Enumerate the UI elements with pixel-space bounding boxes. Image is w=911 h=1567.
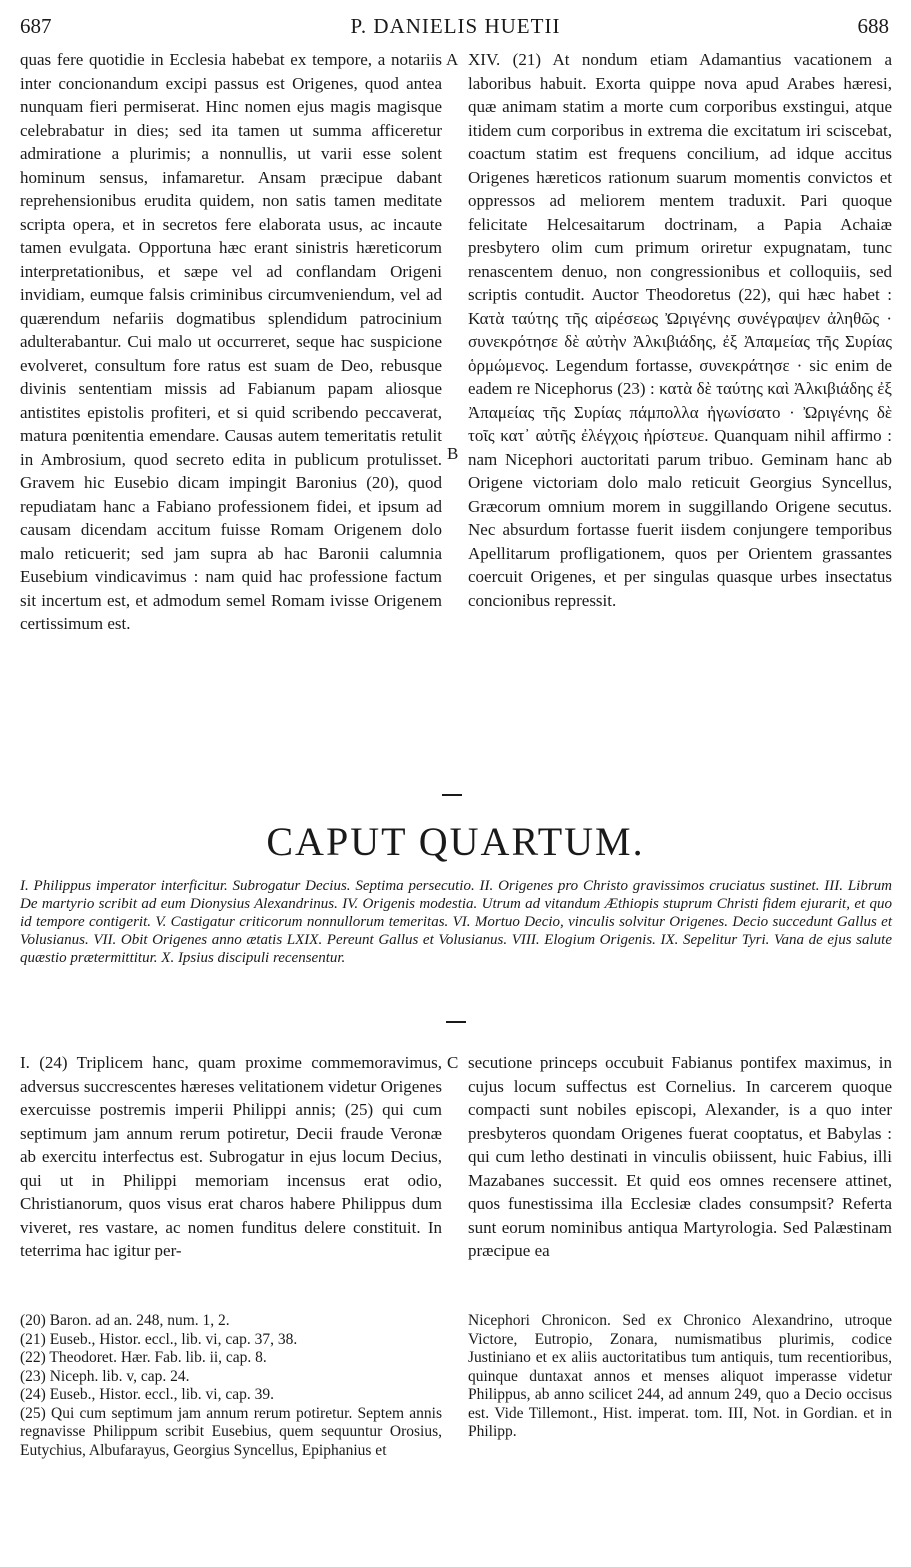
chapter-summary: I. Philippus imperator interficitur. Subrogatur Decius. Septima persecutio. II. Origenes pro Christo gravissimos cruciatus sustinet. III. Librum De martyrio scribit ad eum Dionysius Alexandrinus. IV. Origenis modestia. Utrum ad vitandum Æthiopis stuprum Christi fidem ejurarit, et quo id tempore contigerit. V. Castigatur criticorum nonnullorum temeritas. VI. Mortuo Decio, vinculis solvitur Origenes. Decio succedunt Gallus et Volusianus. VII. Obit Origenes anno ætatis LXIX. Pereunt Gallus et Volusianus. VIII. Elogium Origenis. IX. Sepelitur Tyri. Vana de ejus salute quæstio prætermittitur. X. Ipsius discipuli recensentur. [20, 878, 892, 966]
top-right-text: XIV. (21) At nondum etiam Adamantius vacationem a laboribus habuit. Exorta quippe nova apud Arabes hæresi, quæ animam statim a morte cum corporibus exstingui, atque itidem cum corporibus in extrema die excitatum iri sciscebat, coactum statim est frequens concilium, ad idque accitus Origenes hæreticos rationum suarum momentis convictos et oppressos ad meliorem mentem traduxit. Pari quoque felicitate Helcesaitarum doctrinam, a Papia Achaiæ presbytero olim cum primum oriretur expugnatam, tunc renascentem denuo, non congressionibus et colloquiis, sed scriptis contudit. Auctor Theodoretus (22), qui hæc habet : Κατὰ ταύτης τῆς αἱρέσεως Ὠριγένης συνέγραψεν ἀληθῶς · συνεκρότησε δὲ αὐτὴν Ἀλκιβιάδης, ἐξ Ἀπαμείας τῆς Συρίας ὁρμώμενος. Legendum fortasse, συνεκράτησε · sic enim de eadem re Nicephorus (23) : κατὰ δὲ ταύτης καὶ Ἀλκιβιάδης ἐξ Ἀπαμείας τῆς Συρίας πάμπολλα ἠγωνίσατο · Ὠριγένης δὲ τοῖς κατ᾽ αὐτῆς ἐλέγχοις ἠρίστευε. Quanquam nihil affirmo : nam Nicephori auctoritati parum tribuo. Geminam hanc ab Origene victoriam dolo malo reticuit Georgius Syncellus, Græcorum omnium morem in suggillando Origene secutus. Nec absurdum fortasse fuerit iisdem conjungere temporibus Apellitarum profligationem, quos per Orientem grassantes coercuit Origenes, et per singulas quasque urbes insectatus concionibus repressit. [468, 50, 892, 610]
chapter-title: CAPUT QUARTUM. [266, 819, 645, 864]
top-left-column [20, 48, 442, 636]
footnote-25-continued: Nicephori Chronicon. Sed ex Chronico Alexandrino, utroque Victore, Eutropio, Zonara, numismatibus plurimis, codice Justiniano et ex aliis auctoritatibus tum antiquis, tum recentioribus, quinque duntaxat annos et menses aliquot imperasse videtur Philippus, ab anno scilicet 244, ad annum 249, quo a Decio occisus est. Vide Tillemont., Hist. imperat. tom. III, Not. in Gordian. et in Philipp. [468, 1312, 892, 1440]
top-left-text: quas fere quotidie in Ecclesia habebat ex tempore, a notariis inter concionandum excipi passus est Origenes, quod antea nunquam fieri permiserat. Hinc nomen ejus magis magisque celebrabatur in dies; sed ita tamen ut summa afficeretur admiratione a plurimis; a nonnullis, ut varii esse solent hominum sensus, infamaretur. Ansam præcipue dabant reprehensionibus erudita quidem, non satis tamen meditate scripta opera, et in secretos fere elaborata usus, ac incaute tamen evulgata. Opportuna hæc erant sinistris hæreticorum interpretationibus, et sæpe vel ad conflandam Origeni invidiam, eumque falsis criminibus circumveniendum, vel ad quærendum nefariis dogmatibus splendidum patrocinium adulterabantur. Cui malo ut occurreret, seque hac suspicione evolveret, consultum fore ratus est suam de Deo, rebusque divinis sententiam missis ad Fabianum papam aliosque antistites epistolis profiteri, et si quid scribendo peccaverat, matura pœnitentia emendare. Causas autem temeritatis retulit in Ambrosium, quod secreto edita in publicum protulisset. Gravem hic Eusebio dicam impingit Baronius (20), quod repudiatam hanc a Fabiano professionem fidei, et ipsum ad causam dicendam accitum fuisse Romam Origenem dolo malo reticuerit; sed jam supra ab hac Baronii calumnia Eusebium vindicavimus : nam quid hac professione factum sit incertum est, et admodum semel Romam ivisse Origenem certissimum est. [20, 50, 442, 633]
footnote-24: (24) Euseb., Histor. eccl., lib. vi, cap. 39. [20, 1386, 274, 1403]
running-head: P. DANIELIS HUETII [350, 14, 561, 38]
right-page-number: 688 [857, 14, 889, 38]
footnote-25: (25) Qui cum septimum jam annum rerum potiretur. Septem annis regnavisse Philippum scribit Eusebius, quem sequuntur Orosius, Eutychius, Albufarayus, Georgius Syncellus, Epiphanius et [20, 1404, 442, 1459]
footnote-20: (20) Baron. ad an. 248, num. 1, 2. [20, 1312, 230, 1329]
margin-marker-b: B [447, 444, 459, 463]
footnote-22: (22) Theodoret. Hær. Fab. lib. ii, cap. 8. [20, 1349, 267, 1366]
left-page-number: 687 [20, 14, 52, 38]
bottom-right-column [468, 1051, 892, 1263]
margin-marker-c: C [447, 1053, 459, 1072]
section-divider [442, 794, 462, 796]
bottom-right-text: secutione princeps occubuit Fabianus pontifex maximus, in cujus locum suffectus est Cornelius. In carcerem quoque compacti sunt nobiles episcopi, Alexander, is a quo inter presbyteros quondam Origenes fuerat cooptatus, et Babylas : qui cum letho destinati in vinculis obiissent, huic Fabius, illi Mazabanes successit. Et quid eos omnes recensere attinet, quos funestissima illa Ecclesiæ clades consumpsit? Referta sunt eorum nominibus antiqua Martyrologia. Sed Palæstinam præcipue ea [468, 1053, 892, 1260]
bottom-left-column [20, 1051, 442, 1263]
summary-divider [446, 1021, 466, 1023]
margin-marker-a: A [446, 50, 459, 69]
footnote-21: (21) Euseb., Histor. eccl., lib. vi, cap. 37, 38. [20, 1330, 298, 1348]
footnotes-right [468, 1312, 892, 1442]
footnotes-left [20, 1312, 442, 1460]
bottom-left-text: I. (24) Triplicem hanc, quam proxime commemoravimus, adversus succrescentes hæreses velitationem videtur Origenes exercuisse postremis imperii Philippi annis; (25) qui cum septimum jam annum rerum potiretur, Decii fraude Veronæ ab exercitu interfectus est. Subrogatur in ejus locum Decius, qui ut in Philippi memoriam incensus erat odio, Christianorum, quos visus erat charos habere Philippus dum viveret, res vastare, ac nomen funditus delere constituit. In teterrima hac igitur per- [20, 1053, 442, 1260]
footnote-23: (23) Niceph. lib. v, cap. 24. [20, 1367, 190, 1385]
top-right-column [468, 48, 892, 612]
